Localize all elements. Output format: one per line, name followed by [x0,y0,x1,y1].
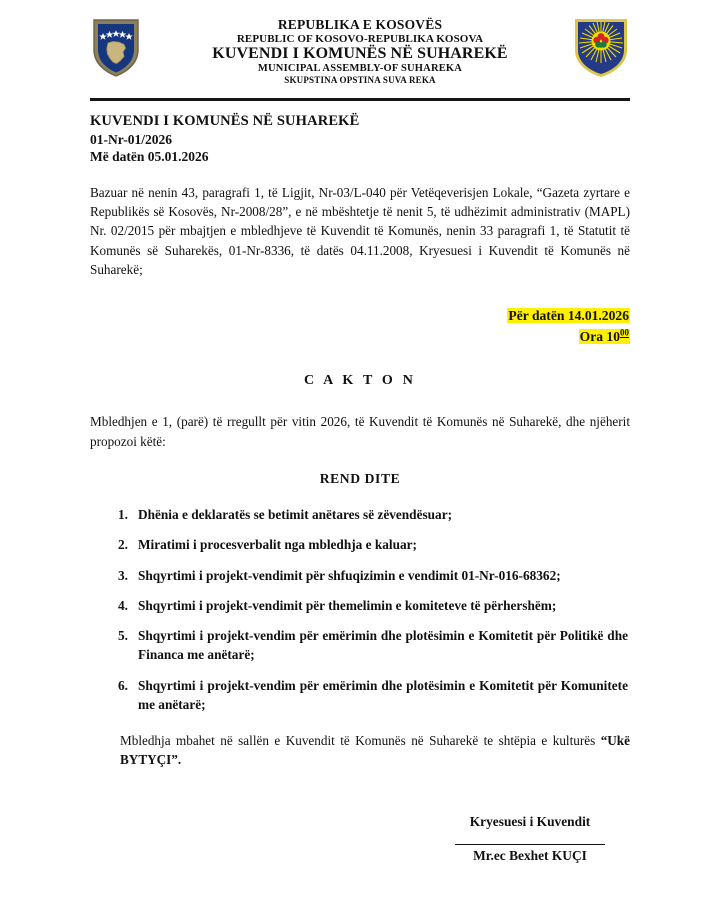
agenda-item-number: 3. [118,567,128,583]
venue-text: Mbledhja mbahet në sallën e Kuvendit të Komunës në Suharekë te shtëpia e kulturës [120,733,601,749]
signatory-name: Mr.ec Bexhet KUÇI [473,847,587,863]
agenda-list [90,505,630,714]
legal-basis-paragraph: Bazuar në nenin 43, paragrafi 1, të Ligjit, Nr-03/L-040 për Vetëqeverisjen Lokale, “Gazeta zyrtare e Republikës së Kosovës, Nr-2008/28”, e në mbështetje të nenit 5, të udhëzimit administrativ (MAPL) Nr. 02/2015 për mbajtjen e mbledhjeve të Kuvendit të Komunës, nenin 33 paragrafi 1, të Statutit të Komunës së Suharekës, 01-Nr-8336, të datës 04.11.2008, Kryesuesi i Kuvendit të Komunës në Suharekë; [90,184,630,277]
document-title-block [90,112,630,166]
left-emblem-slot [90,17,176,84]
document-body [0,112,720,864]
list-item [90,596,630,615]
meeting-datetime-block [90,305,630,347]
meeting-time-highlight [579,329,630,344]
list-item [90,505,630,524]
masthead-line-republika: REPUBLIKA E KOSOVËS [277,17,443,33]
document-date: Më datën 05.01.2026 [90,149,209,165]
masthead-line-republic-en: REPUBLIC OF KOSOVO-REPUBLIKA KOSOVA [236,32,484,45]
agenda-item-text: Dhënia e deklaratës se betimit anëtares së zëvendësuar; [138,507,453,523]
meeting-date-highlight: Për datën 14.01.2026 [508,308,629,324]
signatory-role: Kryesuesi i Kuvendit [469,813,591,829]
agenda-item-number: 5. [118,628,128,644]
agenda-item-text: Miratimi i procesverbalit nga mbledhja e kaluar; [138,537,417,553]
meeting-time-minutes: 00 [620,327,629,338]
masthead-line-kuvendi: KUVENDI I KOMUNËS NË SUHAREKË [212,44,508,62]
kosovo-coat-of-arms-icon [90,17,142,84]
list-item [90,676,630,715]
masthead-line-skupstina: SKUPSTINA OPSTINA SUVA REKA [284,74,436,85]
document-masthead [0,0,720,88]
document-reference-number: 01-Nr-01/2026 [90,131,172,147]
suhareka-municipal-emblem-icon [572,16,630,85]
meeting-intro-paragraph: Mbledhjen e 1, (parë) të rregullt për vitin 2026, të Kuvendit të Komunës në Suharekë, dhe njëherit propozoi këtë: [90,414,630,449]
masthead-text-block [176,15,544,84]
agenda-item-text: Shqyrtimi i projekt-vendimit për themelimin e komiteteve të përhershëm; [138,597,557,613]
masthead-line-assembly-en: MUNICIPAL ASSEMBLY-OF SUHAREKA [257,62,463,74]
venue-paragraph [90,731,630,770]
signature-line [455,844,605,845]
agenda-item-text: Shqyrtimi i projekt-vendim për emërimin dhe plotësimin e Komitetit për Komunitete me anëtarë; [138,677,628,712]
agenda-item-number: 2. [118,537,128,553]
decision-heading: C A K T O N [303,373,417,389]
signature-inner [430,814,630,864]
agenda-heading: REND DITE [319,471,401,487]
signature-block [90,814,630,864]
venue-name: “Ukë BYTYÇI”. [120,733,630,768]
agenda-item-text: Shqyrtimi i projekt-vendim për emërimin dhe plotësimin e Komitetit për Politikë dhe Financa me anëtarë; [138,628,628,663]
page-title: KUVENDI I KOMUNËS NË SUHAREKË [90,113,360,129]
agenda-item-number: 6. [118,677,128,693]
list-item [90,535,630,554]
list-item [90,566,630,585]
right-emblem-slot [544,16,630,85]
agenda-item-text: Shqyrtimi i projekt-vendimit për shfuqizimin e vendimit 01-Nr-016-68362; [138,567,561,583]
list-item [90,626,630,665]
agenda-item-number: 4. [118,597,128,613]
header-divider-rule [90,98,630,101]
agenda-item-number: 1. [118,507,128,523]
meeting-time-label: Ora 10 [579,329,621,345]
